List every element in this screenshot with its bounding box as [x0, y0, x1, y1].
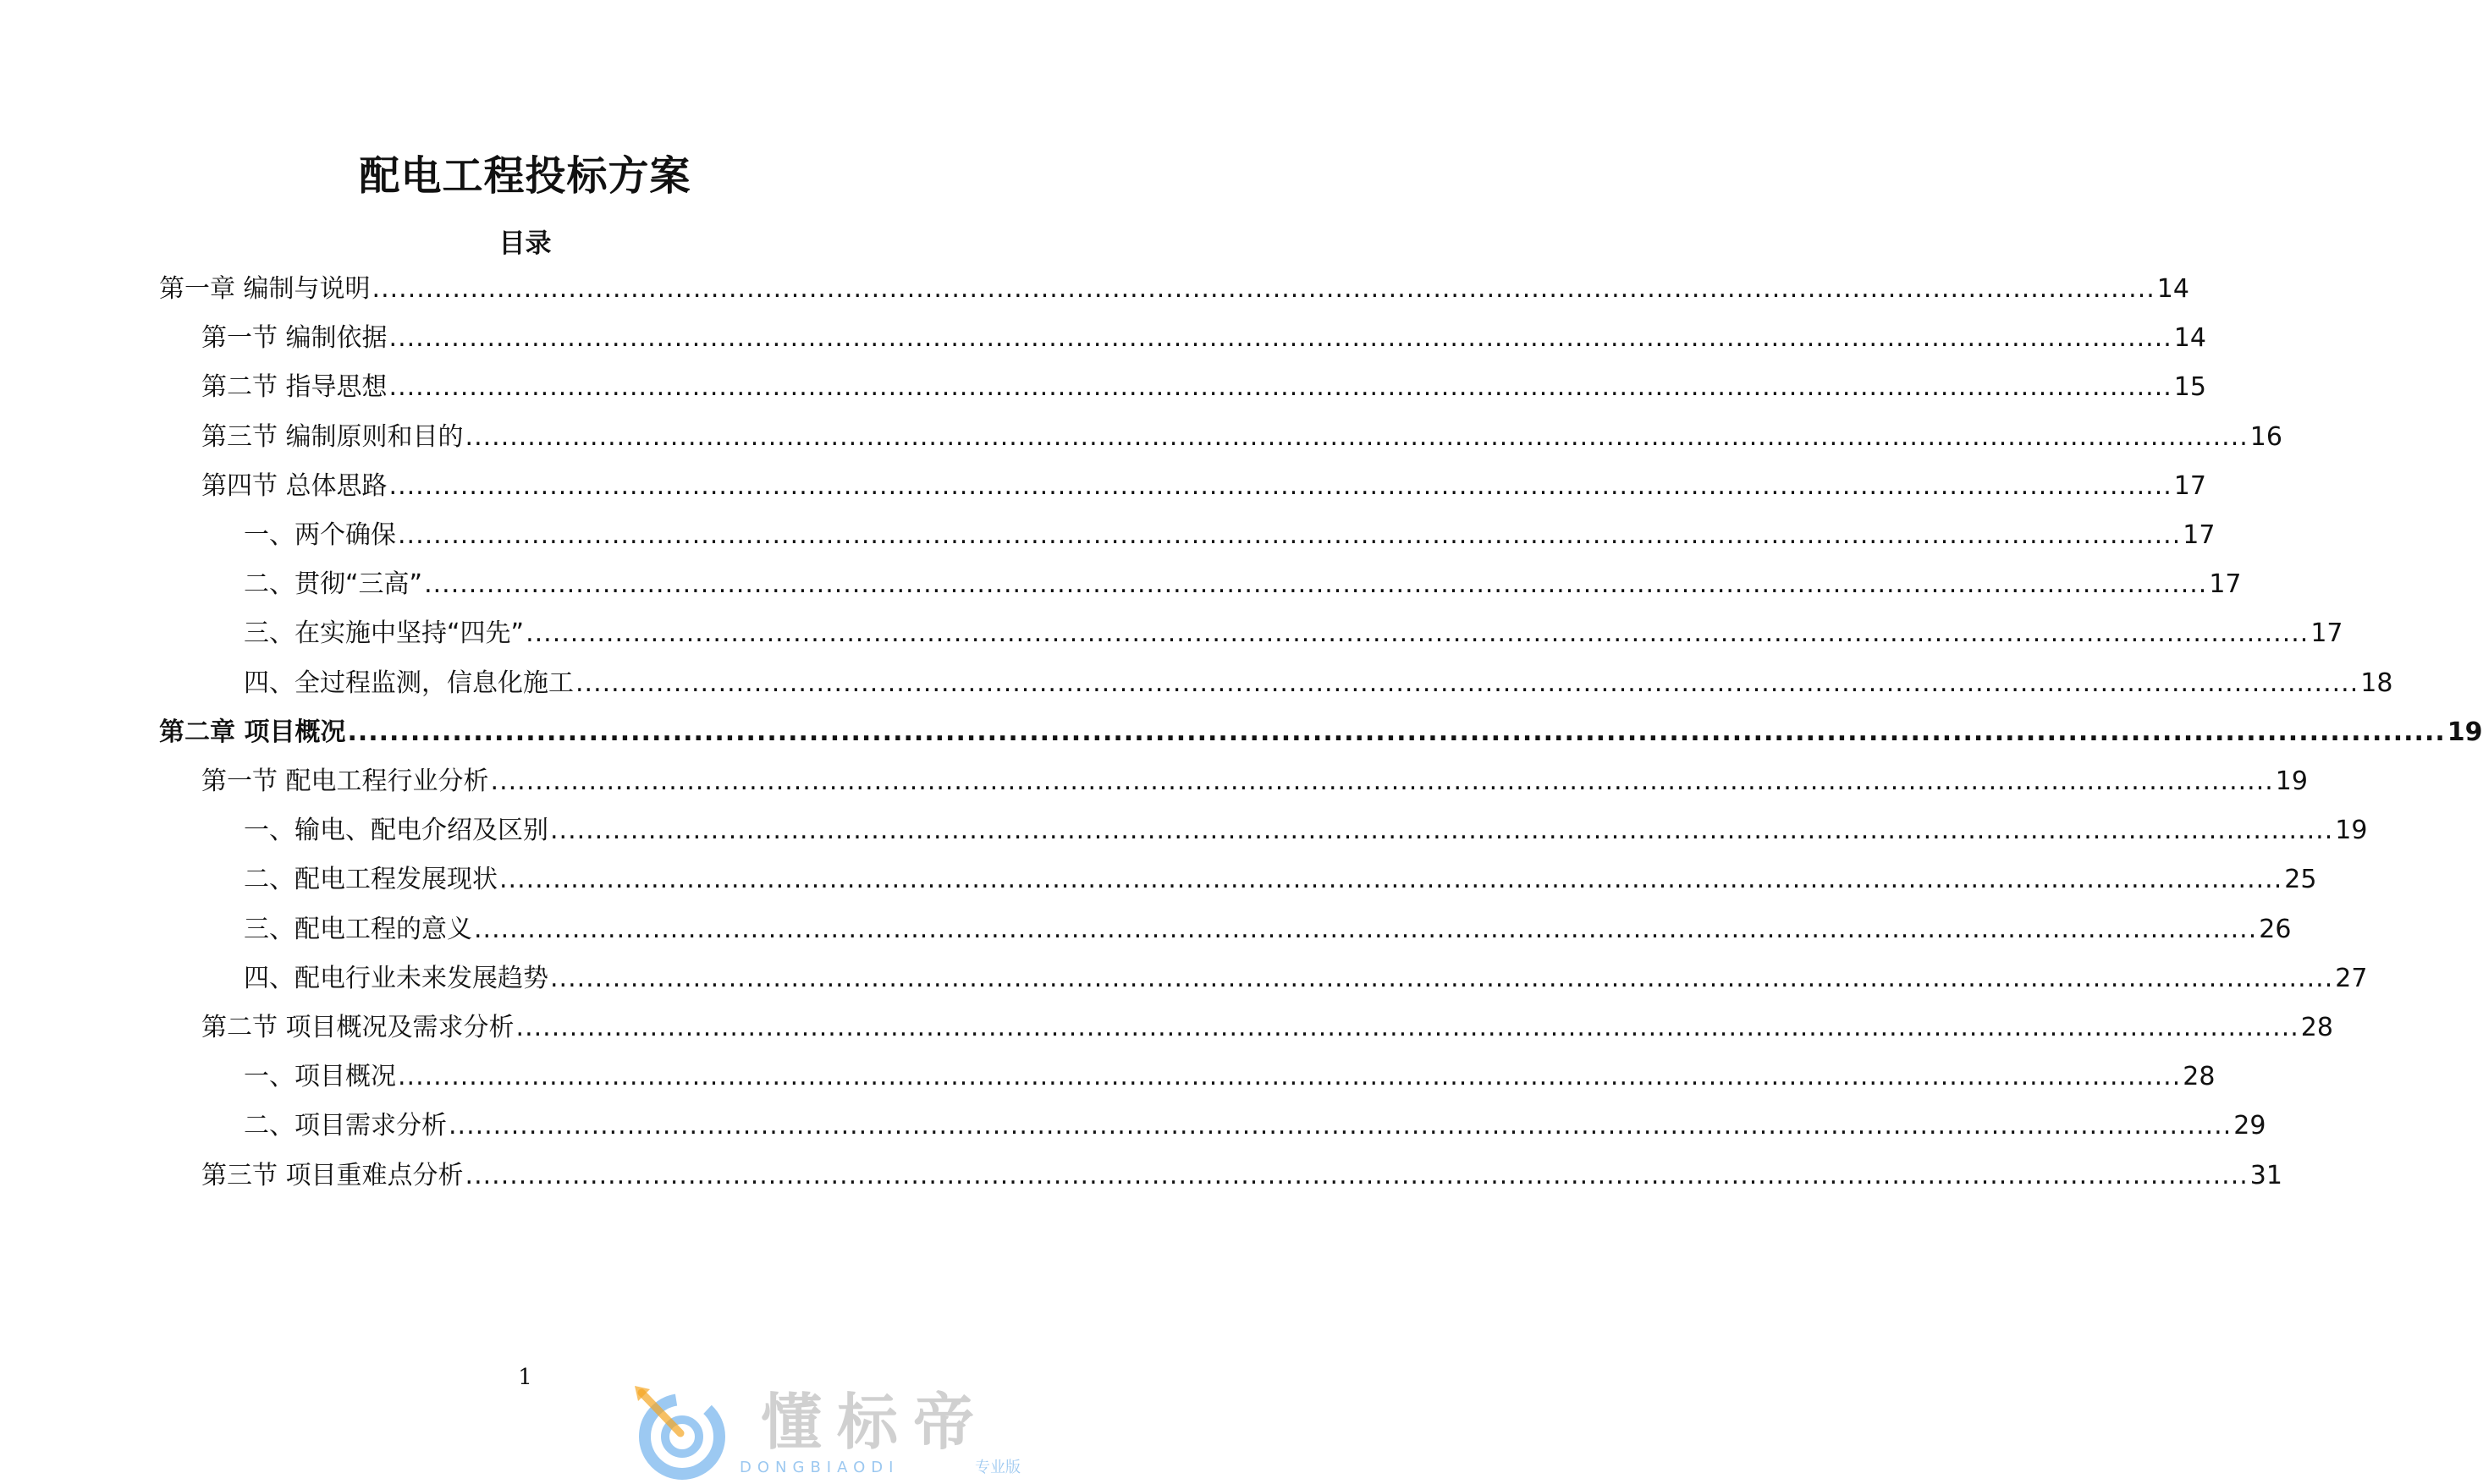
toc-dot-leader: ........................................................................................................................................................................................................: [550, 816, 2334, 846]
toc-dot-leader: ........................................................................................................................................................................................................: [550, 963, 2334, 993]
toc-entry[interactable]: [244, 911, 2292, 948]
toc-entry-label: 二、贯彻“三高”: [244, 569, 423, 600]
toc-dot-leader: ........................................................................................................................................................................................................: [526, 618, 2310, 649]
toc-entry[interactable]: [244, 1058, 2216, 1096]
toc-dot-leader: ........................................................................................................................................................................................................: [388, 372, 2172, 403]
toc-entry[interactable]: [244, 812, 2368, 849]
toc-entry[interactable]: [244, 960, 2368, 998]
toc-entry-page: 14: [2173, 323, 2206, 354]
document-title: 配电工程投标方案: [359, 152, 691, 200]
toc-entry-label: 第三节 编制原则和目的: [201, 421, 464, 452]
toc-entry[interactable]: [201, 763, 2308, 800]
toc-dot-leader: ........................................................................................................................................................................................................: [398, 520, 2182, 550]
toc-entry-page: 19: [2447, 717, 2483, 747]
toc-entry[interactable]: [201, 320, 2206, 357]
toc-dot-leader: ........................................................................................................................................................................................................: [398, 1062, 2182, 1092]
toc-entry[interactable]: [244, 665, 2393, 702]
toc-dot-leader: ........................................................................................................................................................................................................: [474, 914, 2258, 944]
toc-entry-page: 19: [2335, 816, 2368, 846]
toc-entry-page: 26: [2259, 914, 2292, 944]
toc-dot-leader: ........................................................................................................................................................................................................: [465, 1160, 2249, 1190]
toc-dot-leader: ........................................................................................................................................................................................................: [449, 1111, 2232, 1141]
toc-entry-label: 二、配电工程发展现状: [244, 865, 498, 895]
toc-entry-label: 第一节 编制依据: [201, 323, 388, 354]
toc-entry-label: 第二节 项目概况及需求分析: [201, 1013, 515, 1042]
toc-entry-label: 一、输电、配电介绍及区别: [244, 816, 548, 846]
page-number: 1: [518, 1365, 532, 1390]
toc-entry-page: 27: [2335, 963, 2368, 993]
toc-entry[interactable]: [201, 369, 2206, 406]
toc-entry-page: 17: [2173, 470, 2206, 501]
toc-entry[interactable]: [201, 419, 2282, 456]
toc-entry-label: 一、两个确保: [244, 520, 396, 550]
toc-entry-page: 25: [2284, 865, 2317, 895]
toc-entry-label: 第三节 项目重难点分析: [201, 1160, 464, 1190]
target-icon: [635, 1386, 719, 1474]
toc-entry[interactable]: [244, 566, 2242, 603]
toc-entry-page: 19: [2275, 767, 2308, 796]
toc-entry-page: 17: [2209, 569, 2242, 600]
toc-entry[interactable]: [244, 517, 2216, 554]
toc-entry-page: 14: [2156, 274, 2189, 304]
watermark-edition: 专业版: [975, 1459, 1021, 1476]
toc-entry-label: 第二章 项目概况: [159, 717, 346, 747]
toc-entry-page: 28: [2183, 1062, 2216, 1092]
toc-dot-leader: ........................................................................................................................................................................................................: [347, 717, 2446, 747]
watermark-subtitle: DONGBIAODI: [740, 1459, 900, 1476]
toc-entry-label: 第四节 总体思路: [201, 470, 388, 501]
toc-dot-leader: ........................................................................................................................................................................................................: [372, 274, 2155, 304]
toc-entry-label: 四、配电行业未来发展趋势: [244, 963, 548, 993]
toc-entry-page: 15: [2173, 372, 2206, 403]
toc-heading: 目录: [498, 228, 552, 259]
toc-entry-label: 第一章 编制与说明: [159, 274, 371, 304]
toc-dot-leader: ........................................................................................................................................................................................................: [388, 323, 2172, 354]
toc-entry-label: 第一节 配电工程行业分析: [201, 767, 489, 796]
toc-entry-label: 二、项目需求分析: [244, 1111, 447, 1141]
watermark-brand: 懂标帝: [760, 1387, 990, 1458]
toc-entry-page: 29: [2233, 1111, 2266, 1141]
toc-entry-label: 三、配电工程的意义: [244, 914, 472, 944]
toc-entry[interactable]: [244, 615, 2343, 652]
toc-dot-leader: ........................................................................................................................................................................................................: [490, 767, 2274, 796]
toc-entry-label: 一、项目概况: [244, 1062, 396, 1092]
toc-entry-page: 28: [2300, 1013, 2333, 1042]
toc-dot-leader: ........................................................................................................................................................................................................: [499, 865, 2283, 895]
watermark-logo: [630, 1384, 1027, 1477]
toc-entry-label: 第二节 指导思想: [201, 372, 388, 403]
toc-dot-leader: ........................................................................................................................................................................................................: [424, 569, 2208, 600]
toc-entry[interactable]: [201, 1009, 2333, 1047]
toc-entry[interactable]: [201, 468, 2206, 505]
toc-entry-page: 17: [2310, 618, 2343, 649]
toc-entry-page: 31: [2249, 1160, 2282, 1190]
toc-dot-leader: ........................................................................................................................................................................................................: [465, 421, 2249, 452]
toc-entry[interactable]: [201, 1157, 2282, 1195]
toc-dot-leader: ........................................................................................................................................................................................................: [575, 668, 2359, 698]
toc-entry[interactable]: [244, 1108, 2266, 1145]
toc-entry-page: 18: [2360, 668, 2393, 698]
toc-entry[interactable]: [159, 271, 2189, 308]
toc-dot-leader: ........................................................................................................................................................................................................: [388, 470, 2172, 501]
toc-entry-page: 16: [2249, 421, 2282, 452]
toc-entry-label: 四、全过程监测，信息化施工: [244, 668, 574, 698]
toc-entry-page: 17: [2183, 520, 2216, 550]
toc-entry[interactable]: [244, 861, 2317, 899]
toc-entry[interactable]: [159, 714, 2483, 751]
toc-entry-label: 三、在实施中坚持“四先”: [244, 618, 525, 649]
toc-dot-leader: ........................................................................................................................................................................................................: [515, 1013, 2299, 1042]
